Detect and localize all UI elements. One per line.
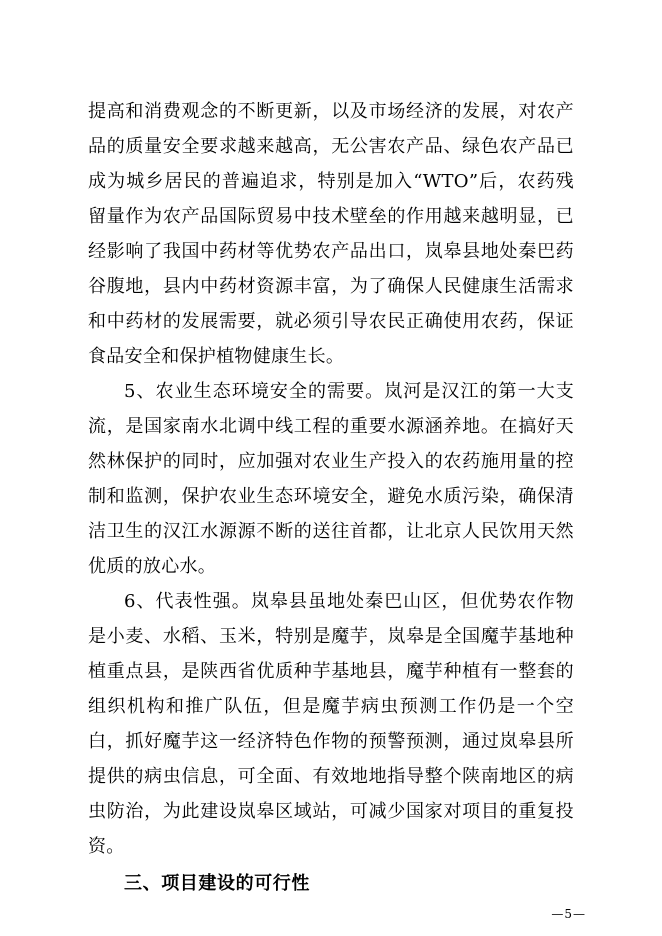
page-number: —5— bbox=[551, 907, 586, 921]
paragraph-representativeness: 6、代表性强。岚皋县虽地处秦巴山区，但优势农作物是小麦、水稻、玉米，特别是魔芋，岚皋是全国魔芋基地种植重点县，是陕西省优质种芋基地县，魔芋种植有一整套的组织机构和推广队伍，但是魔芋病虫预测工作仍是一个空白，抓好魔芋这一经济特色作物的预警预测，通过岚皋县所提供的病虫信息，可全面、有效地地指导整个陕南地区的病虫防治，为此建设岚皋区域站，可减少国家对项目的重复投资。 bbox=[88, 591, 574, 857]
section-heading-feasibility: 三、项目建设的可行性 bbox=[124, 873, 310, 894]
document-body bbox=[88, 94, 574, 901]
paragraph-ecological-safety: 5、农业生态环境安全的需要。岚河是汉江的第一大支流，是国家南水北调中线工程的重要水源涵养地。在搞好天然林保护的同时，应加强对农业生产投入的农药施用量的控制和监测，保护农业生态环境安全，避免水质污染，确保清洁卫生的汉江水源源不断的送往首都，让北京人民饮用天然优质的放心水。 bbox=[88, 381, 574, 577]
paragraph-quality-safety: 提高和消费观念的不断更新，以及市场经济的发展，对农产品的质量安全要求越来越高，无公害农产品、绿色农产品已成为城乡居民的普遍追求，特别是加入“WTO”后，农药残留量作为农产品国际贸易中技术壁垒的作用越来越明显，已经影响了我国中药材等优势农产品出口，岚皋县地处秦巴药谷腹地，县内中药材资源丰富，为了确保人民健康生活需求和中药材的发展需要，就必须引导农民正确使用农药，保证食品安全和保护植物健康生长。 bbox=[88, 101, 574, 367]
